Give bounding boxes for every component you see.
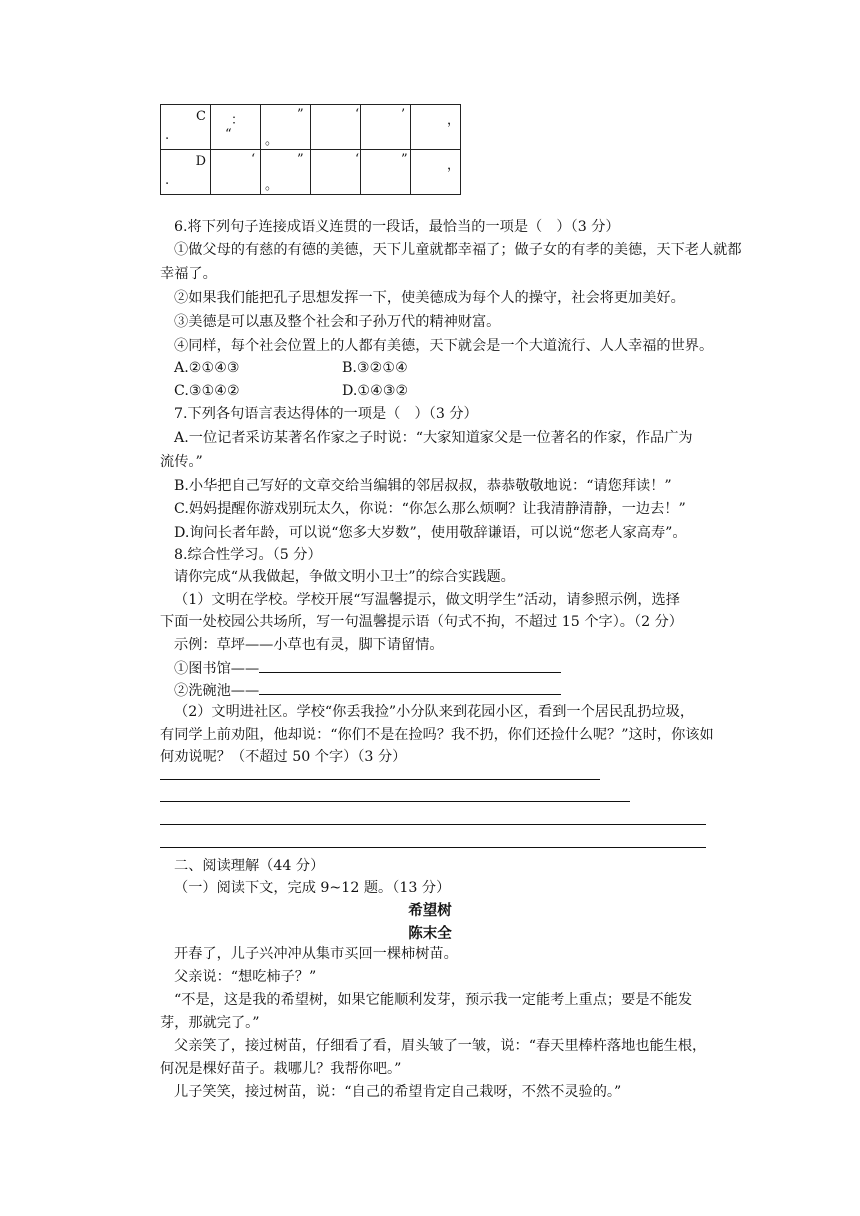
q6-option-b: B.③②①④ [342,360,408,376]
table-cell [311,150,361,195]
punct-mark: ‘ [355,152,360,167]
article-paragraph: “不是，这是我的希望树，如果它能顺利发芽，预示我一定能考上重点；要是不能发 [174,992,693,1008]
table-cell [361,150,411,195]
table-cell [211,105,261,150]
sink-label: ②洗碗池—— [174,683,260,699]
q8-sink-prompt [174,680,561,701]
article-paragraph: 儿子笑笑，接过树苗，说：“自己的希望肯定自己栽呀，不然不灵验的。” [174,1084,622,1100]
q6-sentence-2: ②如果我们能把孔子思想发挥一下，使美德成为每个人的操守，社会将更加美好。 [174,290,685,306]
q6-option-d: D.①④③② [342,383,409,399]
answer-line-1[interactable] [160,779,600,780]
punct-mark: ， [447,158,461,173]
answer-line-3[interactable] [160,824,706,825]
punct-mark: ： [231,113,245,128]
q6-option-c: C.③①④② [174,383,240,399]
punct-mark: ‘ [355,107,360,122]
q6-sentence-3: ③美德是可以惠及整个社会和子孙万代的精神财富。 [174,314,501,330]
q6-option-a: A.②①④③ [174,360,240,376]
table-cell [411,150,461,195]
answer-line-4[interactable] [160,847,706,848]
row-label-cell [161,105,211,150]
table-cell [411,105,461,150]
q6-sentence-1: ①做父母的有慈的有德的美德，天下儿童就都幸福了；做子女的有孝的美德，天下老人就都 [174,242,742,258]
article-paragraph: 开春了，儿子兴冲冲从集市买回一棵柿树苗。 [174,946,458,962]
punct-mark: 。 [265,178,279,193]
answer-line-2[interactable] [160,801,630,802]
article-author: 陈末全 [408,926,452,942]
q8-library-prompt [174,658,561,679]
row-dot: . [165,128,170,143]
q8-part2-cont2: 何劝说呢？（不超过 50 个字）（3 分） [160,749,407,765]
q6-sentence-4: ④同样，每个社会位置上的人都有美德，天下就会是一个大道流行、人人幸福的世界。 [174,338,714,354]
q8-intro: 请你完成“从我做起，争做文明小卫士”的综合实践题。 [174,569,515,585]
q8-part1: （1）文明在学校。学校开展“写温馨提示，做文明学生”活动，请参照示例，选择 [174,592,680,608]
punct-mark: ” [297,107,304,122]
row-label: D [195,154,206,169]
section-subheading: （一）阅读下文，完成 9~12 题。（13 分） [174,880,451,896]
sink-answer-blank[interactable] [259,680,561,695]
table-row-c [161,105,461,150]
article-paragraph: 父亲说：“想吃柿子？” [174,969,317,985]
table-cell [261,105,311,150]
punct-mark: “ [225,127,232,142]
article-title: 希望树 [408,903,452,919]
punct-mark: ， [447,113,461,128]
article-paragraph-cont: 何况是棵好苗子。栽哪儿？我帮你吧。” [160,1061,402,1077]
punct-mark: ’ [401,107,406,122]
q7-option-b: B.小华把自己写好的文章交给当编辑的邻居叔叔，恭恭敬敬地说：“请您拜读！” [174,478,672,494]
article-paragraph: 父亲笑了，接过树苗，仔细看了看，眉头皱了一皱，说：“春天里棒杵落地也能生根， [174,1038,707,1054]
punct-mark: 。 [265,133,279,148]
row-label: C [196,109,206,124]
q8-part2-cont1: 有同学上前劝阻，他却说：“你们不是在捡吗？我不扔，你们还捡什么呢？”这时，你该如 [160,727,714,743]
library-answer-blank[interactable] [259,658,561,673]
table-row-d [161,150,461,195]
q7-option-a: A.一位记者采访某著名作家之子时说：“大家知道家父是一位著名的作家，作品广为 [174,430,693,446]
q6-stem: 6.将下列句子连接成语义连贯的一段话，最恰当的一项是（ ）（3 分） [174,219,620,235]
punctuation-table [160,104,461,195]
punct-mark: ” [297,152,304,167]
table-cell [361,105,411,150]
q8-example: 示例：草坪——小草也有灵，脚下请留情。 [174,637,444,653]
punct-mark: ‘ [251,152,256,167]
q8-part2: （2）文明进社区。学校“你丢我捡”小分队来到花园小区，看到一个居民乱扔垃圾， [174,704,695,720]
q7-stem: 7.下列各句语言表达得体的一项是（ ）（3 分） [174,406,478,422]
table-cell [261,150,311,195]
punct-mark: ” [401,152,408,167]
section-heading: 二、阅读理解（44 分） [174,858,325,874]
q7-option-d: D.询问长者年龄，可以说“您多大岁数”，使用敬辞谦语，可以说“您老人家高寿”。 [174,525,687,541]
q7-option-a-cont: 流传。” [160,454,203,470]
table-cell [211,150,261,195]
q7-option-c: C.妈妈提醒你游戏别玩太久，你说：“你怎么那么烦啊？让我清静清静，一边去！” [174,501,686,517]
q8-part1-cont: 下面一处校园公共场所，写一句温馨提示语（句式不拘，不超过 15 个字）。（2 分） [160,614,683,630]
row-label-cell [161,150,211,195]
row-dot: . [165,173,170,188]
library-label: ①图书馆—— [174,661,260,677]
q6-sentence-1-cont: 幸福了。 [160,266,217,282]
table-cell [311,105,361,150]
q8-stem: 8.综合性学习。（5 分） [174,547,322,563]
article-paragraph-cont: 芽，那就完了。” [160,1015,260,1031]
